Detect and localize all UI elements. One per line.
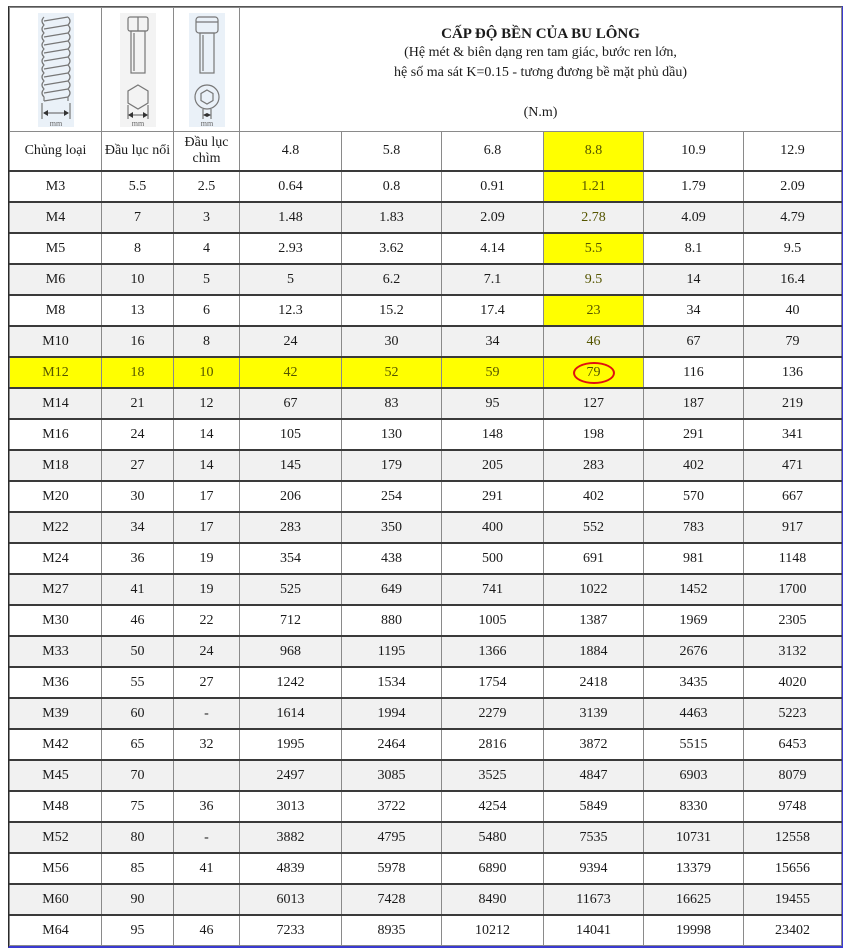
value-cell — [174, 760, 240, 791]
bolt-size-cell: M22 — [10, 512, 102, 543]
value-cell — [174, 884, 240, 915]
value-cell: 1005 — [442, 605, 544, 636]
value-cell: 9394 — [544, 853, 644, 884]
value-cell: 5 — [174, 264, 240, 295]
col-header-socket-head: Đầu lục chìm — [174, 132, 240, 172]
value-cell: 2.09 — [442, 202, 544, 233]
table-subtitle-line2: hệ số ma sát K=0.15 - tương đương bề mặt phủ dầu) — [394, 65, 687, 80]
value-cell: 2.09 — [744, 171, 842, 202]
value-cell: 41 — [102, 574, 174, 605]
value-cell: 1148 — [744, 543, 842, 574]
value-cell: 438 — [342, 543, 442, 574]
value-cell: 400 — [442, 512, 544, 543]
value-cell: 10212 — [442, 915, 544, 946]
value-cell: 206 — [240, 481, 342, 512]
bolt-size-cell: M24 — [10, 543, 102, 574]
value-cell: 22 — [174, 605, 240, 636]
value-cell: 24 — [102, 419, 174, 450]
value-cell: 179 — [342, 450, 442, 481]
bolt-size-cell: M12 — [10, 357, 102, 388]
value-cell: 16625 — [644, 884, 744, 915]
bolt-size-cell: M14 — [10, 388, 102, 419]
bolt-size-cell: M33 — [10, 636, 102, 667]
bolt-size-cell: M6 — [10, 264, 102, 295]
value-cell: 4.14 — [442, 233, 544, 264]
value-cell: 283 — [240, 512, 342, 543]
value-cell: 2464 — [342, 729, 442, 760]
bolt-size-cell: M18 — [10, 450, 102, 481]
value-cell: 8079 — [744, 760, 842, 791]
socket-head-bolt-icon — [187, 11, 227, 129]
table-row — [10, 481, 842, 512]
value-cell: 1995 — [240, 729, 342, 760]
bolt-size-cell: M39 — [10, 698, 102, 729]
value-cell: 30 — [342, 326, 442, 357]
bolt-size-cell: M60 — [10, 884, 102, 915]
value-cell: 0.64 — [240, 171, 342, 202]
value-cell: 95 — [442, 388, 544, 419]
value-cell: 5480 — [442, 822, 544, 853]
value-cell: 291 — [644, 419, 744, 450]
value-cell: 130 — [342, 419, 442, 450]
value-cell: 1195 — [342, 636, 442, 667]
value-cell: 1.83 — [342, 202, 442, 233]
table-row — [10, 853, 842, 884]
value-cell: 8 — [102, 233, 174, 264]
table-row — [10, 326, 842, 357]
value-cell: 500 — [442, 543, 544, 574]
table-row — [10, 543, 842, 574]
table-row — [10, 419, 842, 450]
value-cell: 79 — [744, 326, 842, 357]
value-cell: 3722 — [342, 791, 442, 822]
bolt-size-cell: M42 — [10, 729, 102, 760]
value-cell: 24 — [174, 636, 240, 667]
value-cell: 116 — [644, 357, 744, 388]
thread-icon-cell — [10, 8, 102, 132]
value-cell: 5849 — [544, 791, 644, 822]
value-cell: 7 — [102, 202, 174, 233]
bolt-size-cell: M20 — [10, 481, 102, 512]
value-cell: - — [174, 822, 240, 853]
value-cell: 14041 — [544, 915, 644, 946]
title-cell — [240, 8, 842, 132]
value-cell: 90 — [102, 884, 174, 915]
value-cell: 1387 — [544, 605, 644, 636]
value-cell: 5.5 — [102, 171, 174, 202]
value-cell: 46 — [544, 326, 644, 357]
value-cell: 3139 — [544, 698, 644, 729]
value-cell: 4 — [174, 233, 240, 264]
value-cell: 16.4 — [744, 264, 842, 295]
value-cell: 17.4 — [442, 295, 544, 326]
value-cell: 6 — [174, 295, 240, 326]
value-cell: 34 — [644, 295, 744, 326]
value-cell: 67 — [240, 388, 342, 419]
bolt-size-cell: M8 — [10, 295, 102, 326]
value-cell: 10 — [102, 264, 174, 295]
table-row — [10, 791, 842, 822]
value-cell: 36 — [174, 791, 240, 822]
value-cell: 968 — [240, 636, 342, 667]
value-cell: 40 — [744, 295, 842, 326]
value-cell: 8330 — [644, 791, 744, 822]
thread-diameter-icon — [36, 11, 76, 129]
value-cell: 27 — [102, 450, 174, 481]
table-row — [10, 357, 842, 388]
value-cell: 46 — [102, 605, 174, 636]
value-cell: 1022 — [544, 574, 644, 605]
value-cell: 219 — [744, 388, 842, 419]
value-cell: 145 — [240, 450, 342, 481]
col-header-grade-10-9: 10.9 — [644, 132, 744, 172]
value-cell: 136 — [744, 357, 842, 388]
value-cell: 341 — [744, 419, 842, 450]
value-cell: 471 — [744, 450, 842, 481]
value-cell: 2816 — [442, 729, 544, 760]
value-cell: 691 — [544, 543, 644, 574]
value-cell: 16 — [102, 326, 174, 357]
value-cell: 5978 — [342, 853, 442, 884]
value-cell: 32 — [174, 729, 240, 760]
value-cell: 83 — [342, 388, 442, 419]
value-cell: 46 — [174, 915, 240, 946]
table-title: CẤP ĐỘ BỀN CỦA BU LÔNG — [441, 26, 640, 42]
value-cell: 7.1 — [442, 264, 544, 295]
value-cell: 85 — [102, 853, 174, 884]
bolt-size-cell: M3 — [10, 171, 102, 202]
value-cell: 10731 — [644, 822, 744, 853]
table-row — [10, 636, 842, 667]
value-cell: 42 — [240, 357, 342, 388]
hex-head-icon-cell — [102, 8, 174, 132]
value-cell: 27 — [174, 667, 240, 698]
value-cell: 1.21 — [544, 171, 644, 202]
value-cell: 741 — [442, 574, 544, 605]
value-cell: 9.5 — [544, 264, 644, 295]
table-row — [10, 202, 842, 233]
col-header-grade-8-8: 8.8 — [544, 132, 644, 172]
value-cell: 4839 — [240, 853, 342, 884]
bolt-size-cell: M36 — [10, 667, 102, 698]
bolt-torque-table — [9, 7, 842, 946]
value-cell: 2497 — [240, 760, 342, 791]
bolt-size-cell: M48 — [10, 791, 102, 822]
value-cell: 50 — [102, 636, 174, 667]
table-row — [10, 264, 842, 295]
col-header-grade-6-8: 6.8 — [442, 132, 544, 172]
col-header-grade-4-8: 4.8 — [240, 132, 342, 172]
value-cell: 4463 — [644, 698, 744, 729]
col-header-type: Chủng loại — [10, 132, 102, 172]
table-row — [10, 884, 842, 915]
value-cell: 15656 — [744, 853, 842, 884]
value-cell: 1969 — [644, 605, 744, 636]
value-cell: 55 — [102, 667, 174, 698]
value-cell: 34 — [442, 326, 544, 357]
value-cell: 6.2 — [342, 264, 442, 295]
socket-head-icon-cell — [174, 8, 240, 132]
value-cell: 70 — [102, 760, 174, 791]
value-cell: 1242 — [240, 667, 342, 698]
bolt-torque-table-sheet — [8, 6, 843, 948]
value-cell — [544, 357, 644, 388]
value-cell: 11673 — [544, 884, 644, 915]
value-cell: 4.09 — [644, 202, 744, 233]
value-cell: 1.48 — [240, 202, 342, 233]
svg-text:mm: mm — [49, 118, 62, 128]
table-row — [10, 822, 842, 853]
value-cell: 3872 — [544, 729, 644, 760]
table-row — [10, 388, 842, 419]
value-cell: 8935 — [342, 915, 442, 946]
value-cell: 5515 — [644, 729, 744, 760]
value-cell: 283 — [544, 450, 644, 481]
value-cell: 23 — [544, 295, 644, 326]
value-cell: 1.79 — [644, 171, 744, 202]
value-cell: 21 — [102, 388, 174, 419]
value-cell: 14 — [174, 419, 240, 450]
value-cell: 23402 — [744, 915, 842, 946]
value-cell: 8.1 — [644, 233, 744, 264]
value-cell: 981 — [644, 543, 744, 574]
value-cell: 75 — [102, 791, 174, 822]
bolt-size-cell: M52 — [10, 822, 102, 853]
value-cell: 7535 — [544, 822, 644, 853]
value-cell: 1994 — [342, 698, 442, 729]
value-cell: 402 — [544, 481, 644, 512]
value-cell: 17 — [174, 512, 240, 543]
column-header-row — [10, 132, 842, 172]
value-cell: 60 — [102, 698, 174, 729]
table-row — [10, 667, 842, 698]
col-header-grade-5-8: 5.8 — [342, 132, 442, 172]
table-row — [10, 605, 842, 636]
value-cell: 205 — [442, 450, 544, 481]
table-row — [10, 171, 842, 202]
value-cell: - — [174, 698, 240, 729]
value-cell: 917 — [744, 512, 842, 543]
value-cell: 41 — [174, 853, 240, 884]
bolt-size-cell: M56 — [10, 853, 102, 884]
value-cell: 3.62 — [342, 233, 442, 264]
value-cell: 34 — [102, 512, 174, 543]
value-cell: 7428 — [342, 884, 442, 915]
unit-label: (N.m) — [523, 105, 558, 120]
value-cell: 17 — [174, 481, 240, 512]
table-row — [10, 574, 842, 605]
bolt-size-cell: M27 — [10, 574, 102, 605]
value-cell: 13379 — [644, 853, 744, 884]
value-cell: 2676 — [644, 636, 744, 667]
value-cell: 570 — [644, 481, 744, 512]
value-cell: 1754 — [442, 667, 544, 698]
value-cell: 2279 — [442, 698, 544, 729]
header-row — [10, 8, 842, 132]
table-row — [10, 698, 842, 729]
value-cell: 5.5 — [544, 233, 644, 264]
table-row — [10, 295, 842, 326]
value-cell: 19 — [174, 543, 240, 574]
value-cell: 19998 — [644, 915, 744, 946]
table-row — [10, 760, 842, 791]
value-cell: 880 — [342, 605, 442, 636]
value-cell: 649 — [342, 574, 442, 605]
value-cell: 14 — [644, 264, 744, 295]
table-row — [10, 729, 842, 760]
bolt-size-cell: M5 — [10, 233, 102, 264]
bolt-size-cell: M16 — [10, 419, 102, 450]
value-cell: 3435 — [644, 667, 744, 698]
svg-text:mm: mm — [200, 118, 213, 128]
value-cell: 525 — [240, 574, 342, 605]
bolt-size-cell: M64 — [10, 915, 102, 946]
bolt-size-cell: M4 — [10, 202, 102, 233]
value-cell: 2.78 — [544, 202, 644, 233]
value-cell: 4020 — [744, 667, 842, 698]
value-cell: 4795 — [342, 822, 442, 853]
value-cell: 13 — [102, 295, 174, 326]
value-cell: 1884 — [544, 636, 644, 667]
value-cell: 9.5 — [744, 233, 842, 264]
table-row — [10, 512, 842, 543]
bolt-size-cell: M45 — [10, 760, 102, 791]
value-cell: 783 — [644, 512, 744, 543]
value-cell: 8 — [174, 326, 240, 357]
value-cell: 1366 — [442, 636, 544, 667]
value-cell: 4.79 — [744, 202, 842, 233]
value-cell: 95 — [102, 915, 174, 946]
value-cell: 254 — [342, 481, 442, 512]
value-cell: 2418 — [544, 667, 644, 698]
value-cell: 148 — [442, 419, 544, 450]
value-cell: 187 — [644, 388, 744, 419]
value-cell: 1614 — [240, 698, 342, 729]
value-cell: 354 — [240, 543, 342, 574]
value-cell: 350 — [342, 512, 442, 543]
value-cell: 2305 — [744, 605, 842, 636]
hex-head-bolt-icon — [118, 11, 158, 129]
value-cell: 7233 — [240, 915, 342, 946]
value-cell: 10 — [174, 357, 240, 388]
value-cell: 30 — [102, 481, 174, 512]
value-cell: 3132 — [744, 636, 842, 667]
table-row — [10, 915, 842, 946]
value-cell: 667 — [744, 481, 842, 512]
value-cell: 36 — [102, 543, 174, 574]
value-cell: 4254 — [442, 791, 544, 822]
value-cell: 19455 — [744, 884, 842, 915]
value-cell: 3013 — [240, 791, 342, 822]
value-cell: 12.3 — [240, 295, 342, 326]
value-cell: 65 — [102, 729, 174, 760]
value-cell: 18 — [102, 357, 174, 388]
table-row — [10, 450, 842, 481]
value-cell: 6890 — [442, 853, 544, 884]
value-cell: 6013 — [240, 884, 342, 915]
value-cell: 127 — [544, 388, 644, 419]
value-cell: 80 — [102, 822, 174, 853]
value-cell: 5223 — [744, 698, 842, 729]
value-cell: 52 — [342, 357, 442, 388]
value-cell: 291 — [442, 481, 544, 512]
value-cell: 4847 — [544, 760, 644, 791]
value-cell: 6903 — [644, 760, 744, 791]
value-cell: 0.91 — [442, 171, 544, 202]
value-cell: 552 — [544, 512, 644, 543]
svg-text:mm: mm — [131, 118, 144, 128]
value-cell: 2.5 — [174, 171, 240, 202]
value-cell: 12 — [174, 388, 240, 419]
value-cell: 1534 — [342, 667, 442, 698]
table-subtitle-line1: (Hệ mét & biên dạng ren tam giác, bước ren lớn, — [404, 45, 677, 60]
bolt-size-cell: M10 — [10, 326, 102, 357]
value-cell: 712 — [240, 605, 342, 636]
value-cell: 402 — [644, 450, 744, 481]
value-cell: 24 — [240, 326, 342, 357]
col-header-hex-head: Đầu lục nổi — [102, 132, 174, 172]
value-cell: 12558 — [744, 822, 842, 853]
value-cell: 9748 — [744, 791, 842, 822]
value-cell: 198 — [544, 419, 644, 450]
value-cell: 59 — [442, 357, 544, 388]
value-cell: 105 — [240, 419, 342, 450]
value-cell: 1700 — [744, 574, 842, 605]
value-cell: 15.2 — [342, 295, 442, 326]
value-cell: 1452 — [644, 574, 744, 605]
table-row — [10, 233, 842, 264]
circled-value-marker: 79 — [573, 362, 615, 384]
value-cell: 19 — [174, 574, 240, 605]
value-cell: 8490 — [442, 884, 544, 915]
bolt-size-cell: M30 — [10, 605, 102, 636]
value-cell: 6453 — [744, 729, 842, 760]
col-header-grade-12-9: 12.9 — [744, 132, 842, 172]
value-cell: 3085 — [342, 760, 442, 791]
value-cell: 5 — [240, 264, 342, 295]
value-cell: 3882 — [240, 822, 342, 853]
value-cell: 3 — [174, 202, 240, 233]
value-cell: 67 — [644, 326, 744, 357]
value-cell: 14 — [174, 450, 240, 481]
table-body — [10, 171, 842, 946]
value-cell: 0.8 — [342, 171, 442, 202]
value-cell: 3525 — [442, 760, 544, 791]
value-cell: 2.93 — [240, 233, 342, 264]
